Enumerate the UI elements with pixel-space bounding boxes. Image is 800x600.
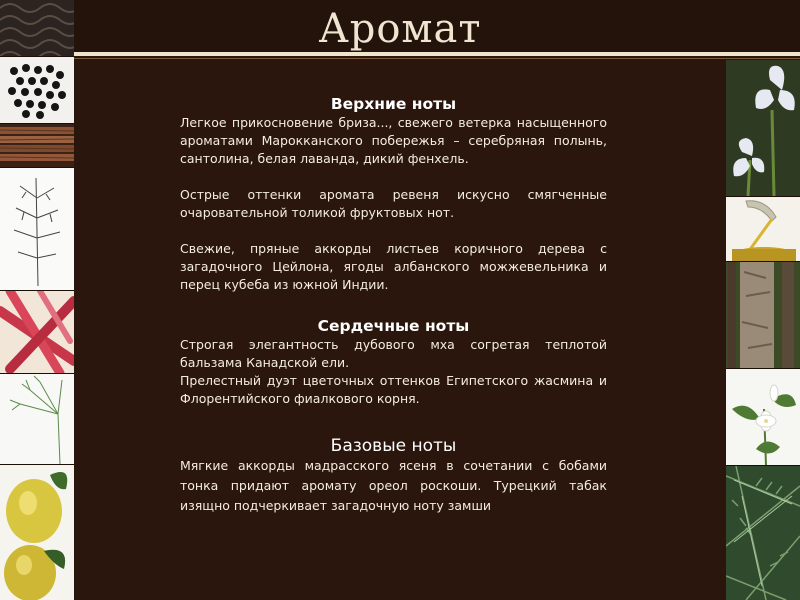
tree-trunk-image bbox=[726, 262, 800, 368]
heart-notes-paragraph-2: Прелестный дуэт цветочных оттенков Египетского жасмина и Флорентийского фиалкового корня. bbox=[180, 373, 607, 406]
quince-fruit-image bbox=[0, 465, 74, 600]
fennel-plant-image bbox=[0, 374, 74, 464]
page-title: Аромат bbox=[318, 6, 482, 52]
rhubarb-stalks-image bbox=[0, 291, 74, 373]
header-divider bbox=[74, 52, 800, 56]
top-notes-paragraph-2: Острые оттенки аромата ревеня искусно смягченные очаровательной толикой фруктовых нот. bbox=[180, 187, 607, 220]
right-image-column bbox=[726, 60, 800, 600]
wormwood-herb-image bbox=[0, 168, 74, 290]
header-divider-thin bbox=[74, 58, 800, 59]
jasmine-flower-image bbox=[726, 369, 800, 465]
base-notes-paragraph-1: Мягкие аккорды мадрасского ясеня в сочетании с бобами тонка придают аромату ореол роскоши. Турецкий табак изящно подчеркивает загадочную ноту замши bbox=[180, 458, 607, 513]
juniper-berries-image bbox=[0, 57, 74, 123]
top-notes-heading: Верхние ноты bbox=[330, 95, 457, 113]
heart-notes-paragraph-1: Строгая элегантность дубового мха согретая теплотой бальзама Канадской ели. bbox=[180, 337, 607, 370]
base-notes-heading: Базовые ноты bbox=[330, 436, 457, 456]
snakeskin-texture-image bbox=[0, 0, 74, 56]
cinnamon-sticks-image bbox=[0, 124, 74, 167]
left-image-column bbox=[0, 0, 74, 600]
iris-flowers-image bbox=[726, 60, 800, 196]
top-notes-paragraph-3: Свежие, пряные аккорды листьев коричного дерева с загадочного Цейлона, ягоды албанского можжевельника и перец кубеба из южной Индии. bbox=[180, 241, 607, 292]
fir-branches-image bbox=[726, 466, 800, 600]
top-notes-paragraph-1: Легкое прикосновение бриза..., свежего ветерка насыщенного ароматами Марокканского побережья – серебряная полынь, сантолина, белая лаванда, дикий фенхель. bbox=[180, 115, 607, 166]
heart-notes-heading: Сердечные ноты bbox=[317, 317, 470, 335]
fragrance-description bbox=[180, 94, 607, 516]
oil-pouring-image bbox=[726, 197, 800, 261]
